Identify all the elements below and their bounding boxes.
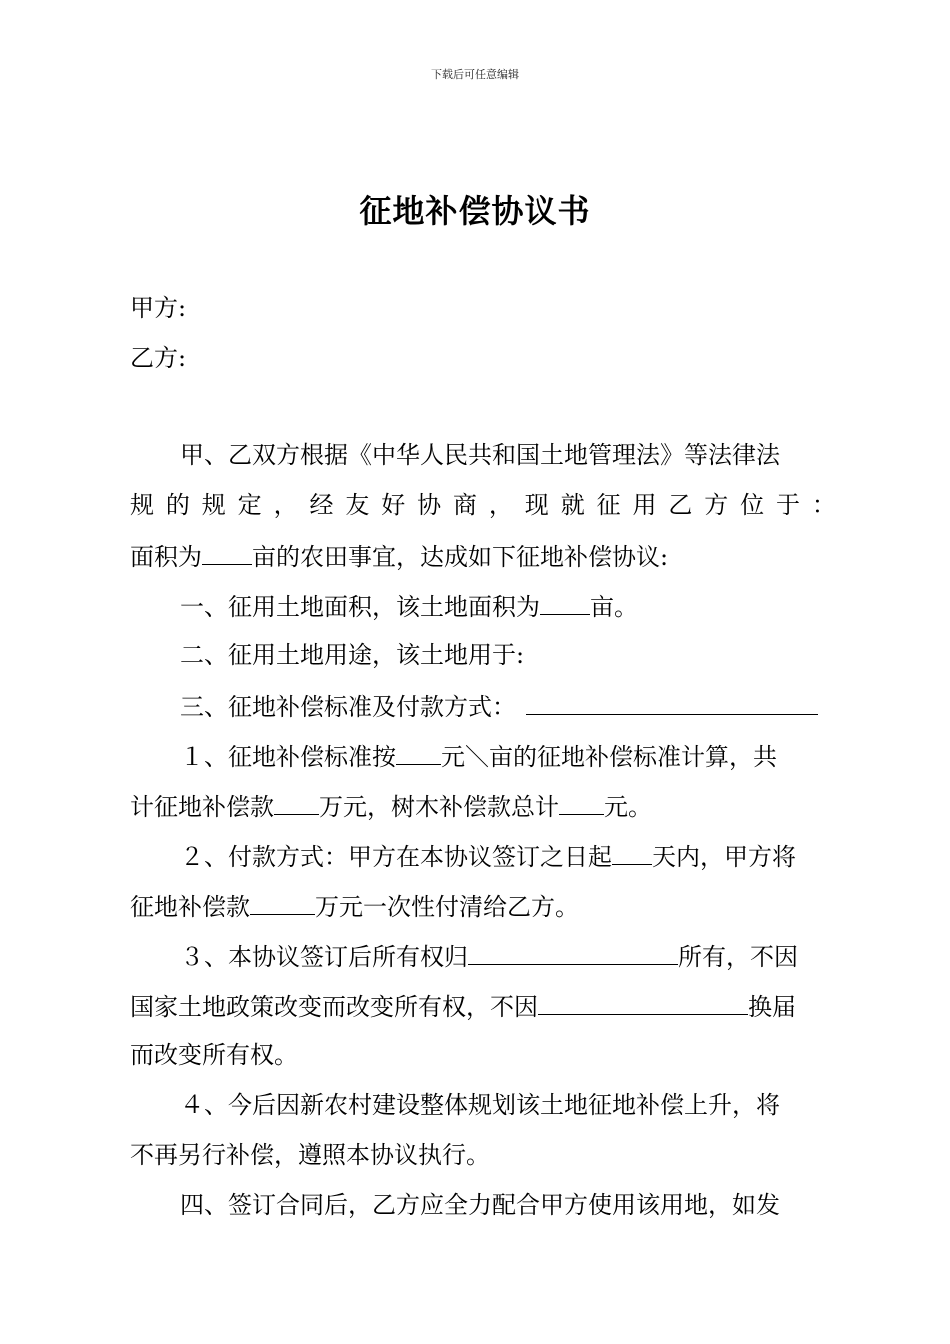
intro-line-3-start: 面积为: [130, 543, 202, 571]
sub-3-text-a: ３、本协议签订后所有权归: [180, 943, 468, 971]
intro-line-2-char: 乙: [668, 491, 693, 519]
item-2: 二、征用土地用途，该土地用于:: [180, 641, 525, 669]
sub-2-text-b: 天内，甲方将: [652, 843, 796, 871]
intro-line-2-char: ：: [811, 491, 836, 519]
intro-line-2-char: 商: [453, 491, 478, 519]
sub-1-text-a: １、征地补偿标准按: [180, 743, 396, 771]
sub-2-text-a: ２、付款方式：甲方在本协议签订之日起: [180, 843, 612, 871]
sub-1-text-e: 元。: [604, 793, 652, 821]
sub-2-line-1: [180, 840, 836, 870]
intro-line-2-char: 友: [345, 491, 370, 519]
sub-1-text-c: 计征地补偿款: [130, 793, 274, 821]
sub-4-line-2: 不再另行补偿，遵照本协议执行。: [130, 1141, 490, 1169]
sub-3-line-3: 而改变所有权。: [130, 1041, 298, 1069]
party-b-label: 乙方:: [130, 344, 187, 372]
area-blank[interactable]: [202, 540, 252, 565]
item-4: 四、签订合同后，乙方应全力配合甲方使用该用地，如发: [180, 1191, 780, 1219]
item-1: [180, 590, 836, 620]
intro-line-2-char: ，: [488, 491, 513, 519]
intro-line-2-char: 协: [417, 491, 442, 519]
sub-2-text-d: 万元一次性付清给乙方。: [315, 893, 579, 921]
intro-line-2-char: 方: [704, 491, 729, 519]
intro-line-2-char: ，: [273, 491, 298, 519]
intro-line-2-char: 规: [130, 491, 154, 519]
intro-line-2-char: 就: [560, 491, 585, 519]
intro-line-2-char: 征: [596, 491, 621, 519]
term-change-blank[interactable]: [538, 990, 748, 1015]
payment-amount-blank[interactable]: [250, 890, 315, 915]
sub-4-line-1: ４、今后因新农村建设整体规划该土地征地补偿上升，将: [180, 1091, 780, 1119]
compensation-blank[interactable]: [274, 790, 319, 815]
sub-1-line-2: [130, 790, 836, 820]
intro-line-2-char: 现: [524, 491, 549, 519]
item-3-text: 三、征地补偿标准及付款方式：: [180, 693, 516, 721]
sub-2-text-c: 征地补偿款: [130, 893, 250, 921]
sub-3-line-2: [130, 990, 836, 1020]
sub-3-text-b: 所有，不因: [678, 943, 798, 971]
tree-compensation-blank[interactable]: [559, 790, 604, 815]
intro-line-2-char: 好: [381, 491, 406, 519]
party-a-label: 甲方:: [130, 294, 187, 322]
item-1-text: 一、征用土地面积，该土地面积为: [180, 593, 540, 621]
sub-3-text-c: 国家土地政策改变而改变所有权，不因: [130, 993, 538, 1021]
intro-line-2-char: 的: [165, 491, 190, 519]
header-note: 下载后可任意编辑: [431, 68, 519, 81]
sub-1-text-b: 元＼亩的征地补偿标准计算，共: [441, 743, 777, 771]
document-title: 征地补偿协议书: [359, 192, 591, 230]
intro-line-2: [130, 490, 836, 520]
sub-3-text-d: 换届: [748, 993, 796, 1021]
sub-1-line-1: [180, 740, 836, 770]
intro-line-2-char: 定: [237, 491, 262, 519]
days-blank[interactable]: [612, 840, 652, 865]
intro-line-2-char: 位: [740, 491, 765, 519]
sub-3-line-1: [180, 940, 836, 970]
sub-2-line-2: [130, 890, 836, 920]
intro-line-2-char: 经: [309, 491, 334, 519]
land-area-blank[interactable]: [540, 590, 590, 615]
intro-line-2-char: 用: [632, 491, 657, 519]
intro-line-3-end: 亩的农田事宜，达成如下征地补偿协议:: [252, 543, 669, 571]
item-3: [180, 690, 836, 720]
intro-line-1: 甲、乙双方根据《中华人民共和国土地管理法》等法律法: [180, 441, 780, 469]
standard-blank[interactable]: [396, 740, 441, 765]
sub-1-text-d: 万元，树木补偿款总计: [319, 793, 559, 821]
intro-line-2-char: 于: [776, 491, 801, 519]
intro-line-2-char: 规: [201, 491, 226, 519]
item-1-unit: 亩。: [590, 593, 638, 621]
intro-line-3: [130, 540, 836, 570]
payment-method-blank[interactable]: [526, 690, 818, 715]
owner-blank[interactable]: [468, 940, 678, 965]
